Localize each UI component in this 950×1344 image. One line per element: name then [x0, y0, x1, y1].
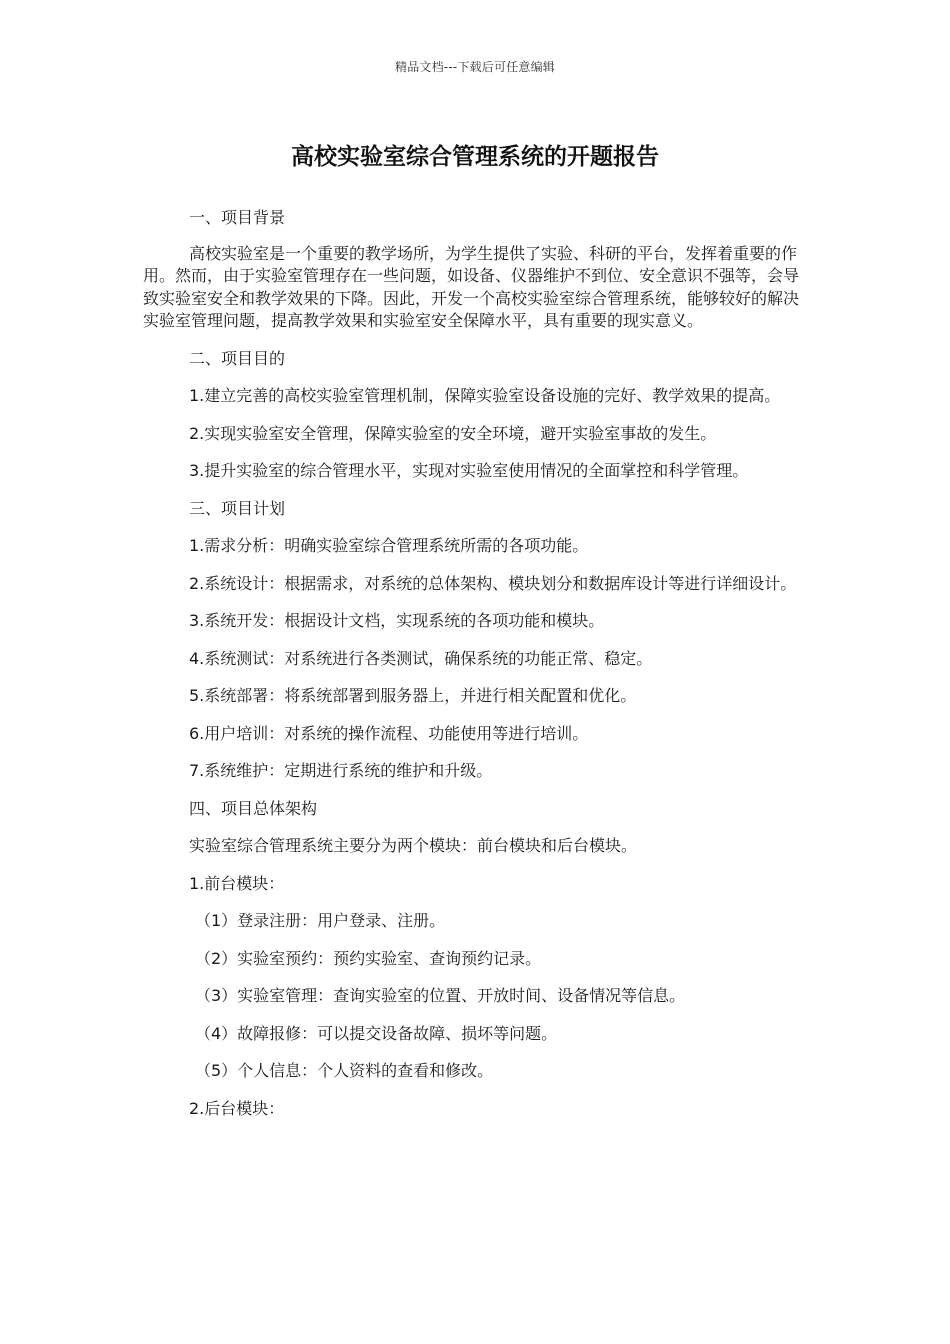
architecture-intro: 实验室综合管理系统主要分为两个模块：前台模块和后台模块。 [189, 836, 638, 855]
document-body [143, 207, 809, 1120]
purpose-item: 3.提升实验室的综合管理水平，实现对实验室使用情况的全面掌控和科学管理。 [189, 461, 749, 480]
page-title: 高校实验室综合管理系统的开题报告 [291, 144, 659, 170]
front-module-item: （1）登录注册：用户登录、注册。 [195, 911, 446, 930]
front-module-label: 1.前台模块： [189, 873, 285, 893]
header-note: 精品文档---下载后可任意编辑 [395, 60, 555, 74]
plan-item: 4.系统测试：对系统进行各类测试，确保系统的功能正常、稳定。 [189, 648, 653, 668]
back-module-label: 2.后台模块： [189, 1098, 285, 1118]
plan-item: 7.系统维护：定期进行系统的维护和升级。 [189, 761, 493, 780]
section-heading-background: 一、项目背景 [189, 208, 286, 227]
plan-item: 5.系统部署：将系统部署到服务器上，并进行相关配置和优化。 [189, 686, 637, 705]
section-heading-architecture: 四、项目总体架构 [189, 798, 318, 818]
purpose-item: 1.建立完善的高校实验室管理机制，保障实验室设备设施的完好、教学效果的提高。 [189, 386, 781, 405]
plan-item: 3.系统开发：根据设计文档，实现系统的各项功能和模块。 [189, 611, 605, 630]
front-module-item: （5）个人信息：个人资料的查看和修改。 [195, 1061, 494, 1080]
front-module-item: （3）实验室管理：查询实验室的位置、开放时间、设备情况等信息。 [195, 986, 686, 1005]
plan-item: 2.系统设计：根据需求，对系统的总体架构、模块划分和数据库设计等进行详细设计。 [189, 573, 797, 593]
front-module-item: （2）实验室预约：预约实验室、查询预约记录。 [195, 948, 542, 968]
plan-item: 1.需求分析：明确实验室综合管理系统所需的各项功能。 [189, 536, 589, 555]
section-heading-plan: 三、项目计划 [189, 498, 286, 518]
paragraph-background: 高校实验室是一个重要的教学场所，为学生提供了实验、科研的平台，发挥着重要的作用。然而，由于实验室管理存在一些问题，如设备、仪器维护不到位、安全意识不强等，会导致实验室安全和教学效果的下降。因此，开发一个高校实验室综合管理系统，能够较好的解决实验室管理问题，提高教学效果和实验室安全保障水平，具有重要的现实意义。 [143, 243, 800, 330]
front-module-item: （4）故障报修：可以提交设备故障、损坏等问题。 [195, 1023, 558, 1043]
purpose-item: 2.实现实验室安全管理，保障实验室的安全环境，避开实验室事故的发生。 [189, 423, 717, 443]
section-heading-purpose: 二、项目目的 [189, 348, 286, 368]
plan-item: 6.用户培训：对系统的操作流程、功能使用等进行培训。 [189, 723, 589, 743]
